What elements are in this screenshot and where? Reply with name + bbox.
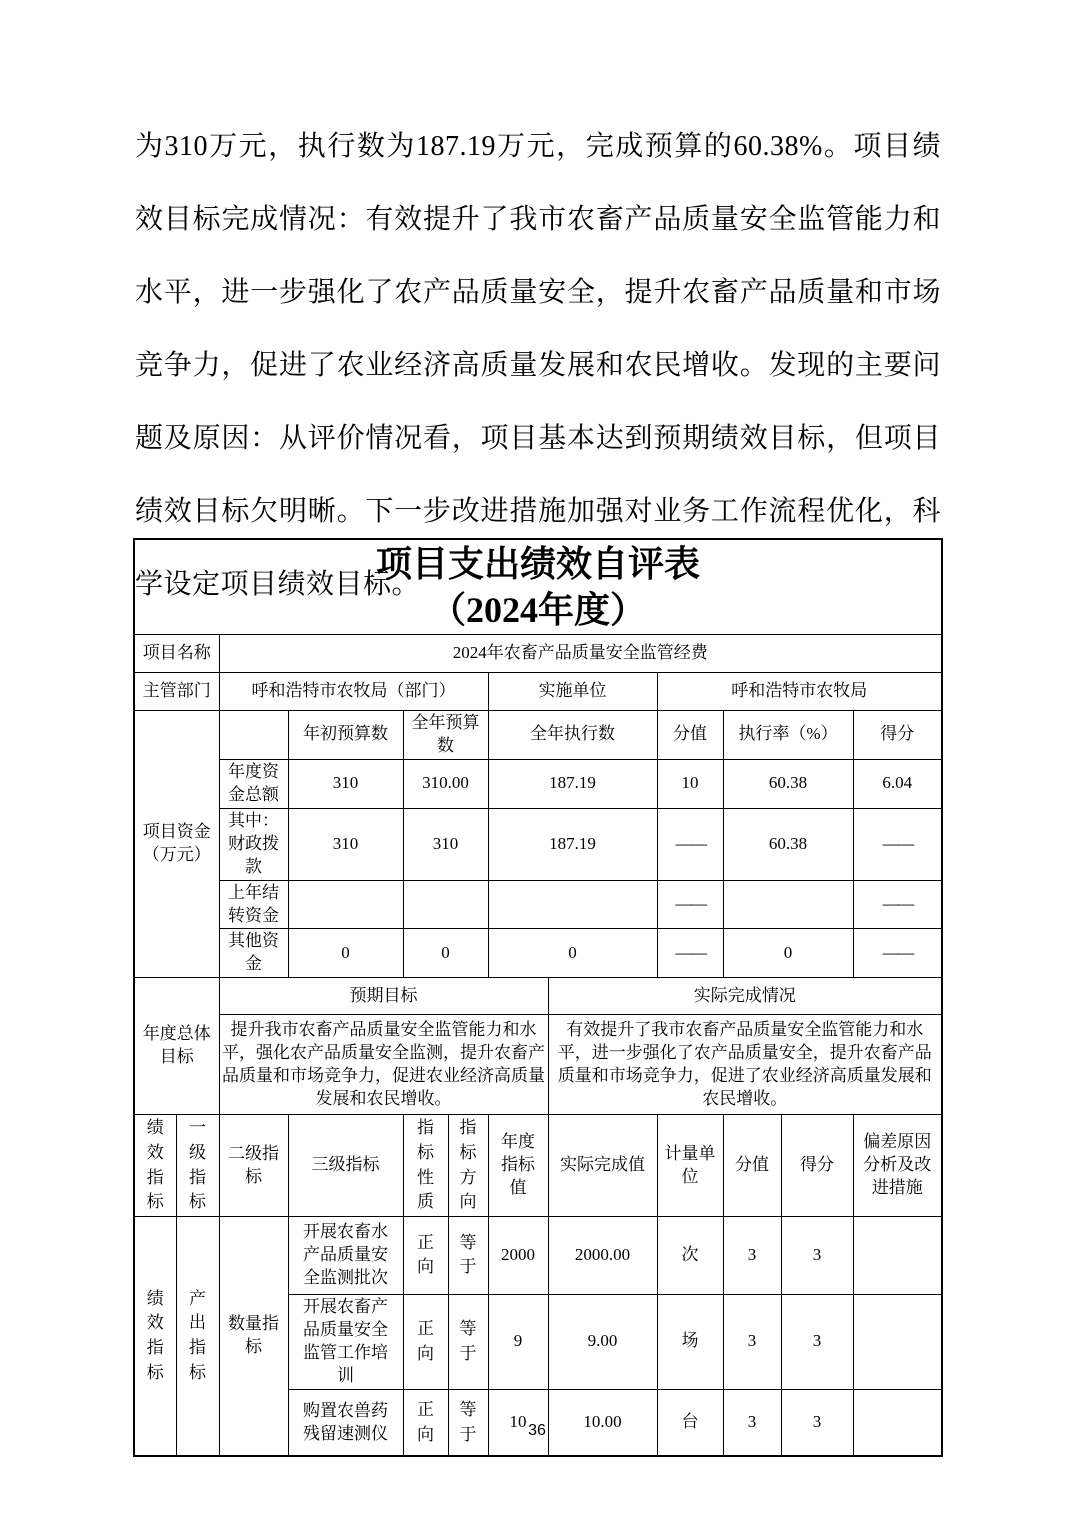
funding-carryover-score: —— — [853, 880, 942, 929]
funding-header-row — [134, 711, 942, 760]
indicator-3-score: 3 — [781, 1389, 853, 1456]
indicators-col-target: 年度指标值 — [488, 1115, 548, 1217]
indicator-2-nature: 正向 — [403, 1294, 448, 1389]
funding-row-fiscal — [134, 808, 942, 880]
indicators-col-actual: 实际完成值 — [548, 1115, 657, 1217]
funding-row-carryover — [134, 880, 942, 929]
funding-total-label: 年度资金总额 — [219, 759, 288, 808]
indicator-2-deviation — [853, 1294, 942, 1389]
funding-sublabel-header-empty — [219, 711, 288, 760]
indicator-3-nature: 正向 — [403, 1389, 448, 1456]
indicator-1-direction: 等于 — [448, 1216, 488, 1294]
goal-content-row — [134, 1015, 942, 1115]
indicators-col-weight: 分值 — [723, 1115, 781, 1217]
funding-carryover-initial — [288, 880, 403, 929]
table-title: 项目支出绩效自评表 — [376, 544, 701, 584]
indicator-3-direction: 等于 — [448, 1389, 488, 1456]
funding-fiscal-executed: 187.19 — [488, 808, 657, 880]
indicator-1-name: 开展农畜水产品质量安全监测批次 — [288, 1216, 403, 1294]
funding-carryover-annual — [403, 880, 488, 929]
indicator-1-nature: 正向 — [403, 1216, 448, 1294]
funding-col-initial-budget: 年初预算数 — [288, 711, 403, 760]
funding-other-annual: 0 — [403, 929, 488, 978]
funding-row-total — [134, 759, 942, 808]
indicator-3-unit: 台 — [657, 1389, 723, 1456]
project-name-row — [134, 635, 942, 673]
funding-total-score: 6.04 — [853, 759, 942, 808]
indicator-2-target: 9 — [488, 1294, 548, 1389]
funding-other-initial: 0 — [288, 929, 403, 978]
impl-unit-label: 实施单位 — [488, 673, 657, 711]
funding-total-rate: 60.38 — [723, 759, 853, 808]
indicator-3-actual: 10.00 — [548, 1389, 657, 1456]
page-number: 36 — [528, 1422, 546, 1439]
indicator-3-weight: 3 — [723, 1389, 781, 1456]
funding-total-initial: 310 — [288, 759, 403, 808]
indicator-1-score: 3 — [781, 1216, 853, 1294]
funding-other-label: 其他资金 — [219, 929, 288, 978]
indicator-1-actual: 2000.00 — [548, 1216, 657, 1294]
indicator-1-weight: 3 — [723, 1216, 781, 1294]
goal-actual-text: 有效提升了我市农畜产品质量安全监管能力和水平，进一步强化了农产品质量安全，提升农畜产品质量和市场竞争力，促进了农业经济高质量发展和农民增收。 — [548, 1015, 942, 1115]
indicators-col-unit: 计量单位 — [657, 1115, 723, 1217]
goal-header-row — [134, 978, 942, 1015]
indicator-2-name: 开展农畜产品质量安全监管工作培训 — [288, 1294, 403, 1389]
indicator-3-name: 购置农兽药残留速测仪 — [288, 1389, 403, 1456]
indicator-2-score: 3 — [781, 1294, 853, 1389]
funding-col-points: 分值 — [657, 711, 723, 760]
funding-col-execution-rate: 执行率（%） — [723, 711, 853, 760]
funding-fiscal-points: —— — [657, 808, 723, 880]
table-title-year: （2024年度） — [430, 590, 647, 630]
goal-expected-header: 预期目标 — [219, 978, 548, 1015]
funding-fiscal-initial: 310 — [288, 808, 403, 880]
funding-other-executed: 0 — [488, 929, 657, 978]
funding-other-rate: 0 — [723, 929, 853, 978]
project-name-value: 2024年农畜产品质量安全监管经费 — [219, 635, 942, 673]
indicator-row-1 — [134, 1216, 942, 1294]
funding-carryover-label: 上年结转资金 — [219, 880, 288, 929]
funding-carryover-executed — [488, 880, 657, 929]
funding-carryover-points: —— — [657, 880, 723, 929]
indicators-col-score: 得分 — [781, 1115, 853, 1217]
funding-col-annual-budget: 全年预算数 — [403, 711, 488, 760]
impl-unit-value: 呼和浩特市农牧局 — [657, 673, 942, 711]
department-row — [134, 673, 942, 711]
indicator-2-weight: 3 — [723, 1294, 781, 1389]
indicator-3-target: 10 — [488, 1389, 548, 1456]
indicator-1-deviation — [853, 1216, 942, 1294]
funding-fiscal-score: —— — [853, 808, 942, 880]
indicators-col-direction: 指标方向 — [448, 1115, 488, 1217]
indicator-2-direction: 等于 — [448, 1294, 488, 1389]
indicator-2-unit: 场 — [657, 1294, 723, 1389]
project-name-label: 项目名称 — [134, 635, 219, 673]
indicators-col-nature: 指标性质 — [403, 1115, 448, 1217]
indicators-group-output: 产出指标 — [176, 1216, 219, 1456]
indicators-col-l1: 一级指标 — [176, 1115, 219, 1217]
indicators-header-row — [134, 1115, 942, 1217]
funding-total-executed: 187.19 — [488, 759, 657, 808]
funding-fiscal-rate: 60.38 — [723, 808, 853, 880]
dept-label: 主管部门 — [134, 673, 219, 711]
funding-total-annual: 310.00 — [403, 759, 488, 808]
funding-carryover-rate — [723, 880, 853, 929]
funding-other-score: —— — [853, 929, 942, 978]
funding-col-score: 得分 — [853, 711, 942, 760]
indicator-1-target: 2000 — [488, 1216, 548, 1294]
self-evaluation-table — [133, 538, 943, 1457]
table-title-cell — [134, 539, 942, 635]
indicator-1-unit: 次 — [657, 1216, 723, 1294]
indicators-col-perf: 绩效指标 — [134, 1115, 176, 1217]
indicators-col-l2: 二级指标 — [219, 1115, 288, 1217]
dept-value: 呼和浩特市农牧局（部门） — [219, 673, 488, 711]
goal-actual-header: 实际完成情况 — [548, 978, 942, 1015]
funding-fiscal-annual: 310 — [403, 808, 488, 880]
goal-row-label: 年度总体目标 — [134, 978, 219, 1115]
goal-expected-text: 提升我市农畜产品质量安全监管能力和水平，强化农产品质量安全监测，提升农畜产品质量和市场竞争力，促进农业经济高质量发展和农民增收。 — [219, 1015, 548, 1115]
table-title-row — [134, 539, 942, 635]
indicators-col-deviation: 偏差原因分析及改进措施 — [853, 1115, 942, 1217]
indicators-col-l3: 三级指标 — [288, 1115, 403, 1217]
funding-fiscal-label: 其中：财政拨款 — [219, 808, 288, 880]
indicators-group-perf: 绩效指标 — [134, 1216, 176, 1456]
indicator-2-actual: 9.00 — [548, 1294, 657, 1389]
funding-total-points: 10 — [657, 759, 723, 808]
indicators-group-quantity: 数量指标 — [219, 1216, 288, 1456]
funding-row-other — [134, 929, 942, 978]
funding-col-executed: 全年执行数 — [488, 711, 657, 760]
intro-paragraph: 为310万元，执行数为187.19万元，完成预算的60.38%。项目绩效目标完成情况：有效提升了我市农畜产品质量安全监管能力和水平，进一步强化了农产品质量安全，提升农畜产品质量和市场竞争力，促进了农业经济高质量发展和农民增收。发现的主要问题及原因：从评价情况看，项目基本达到预期绩效目标，但项目绩效目标欠明晰。下一步改进措施加强对业务工作流程优化，科学设定项目绩效目标。 — [135, 131, 941, 600]
funding-row-label: 项目资金（万元） — [134, 711, 219, 978]
funding-other-points: —— — [657, 929, 723, 978]
